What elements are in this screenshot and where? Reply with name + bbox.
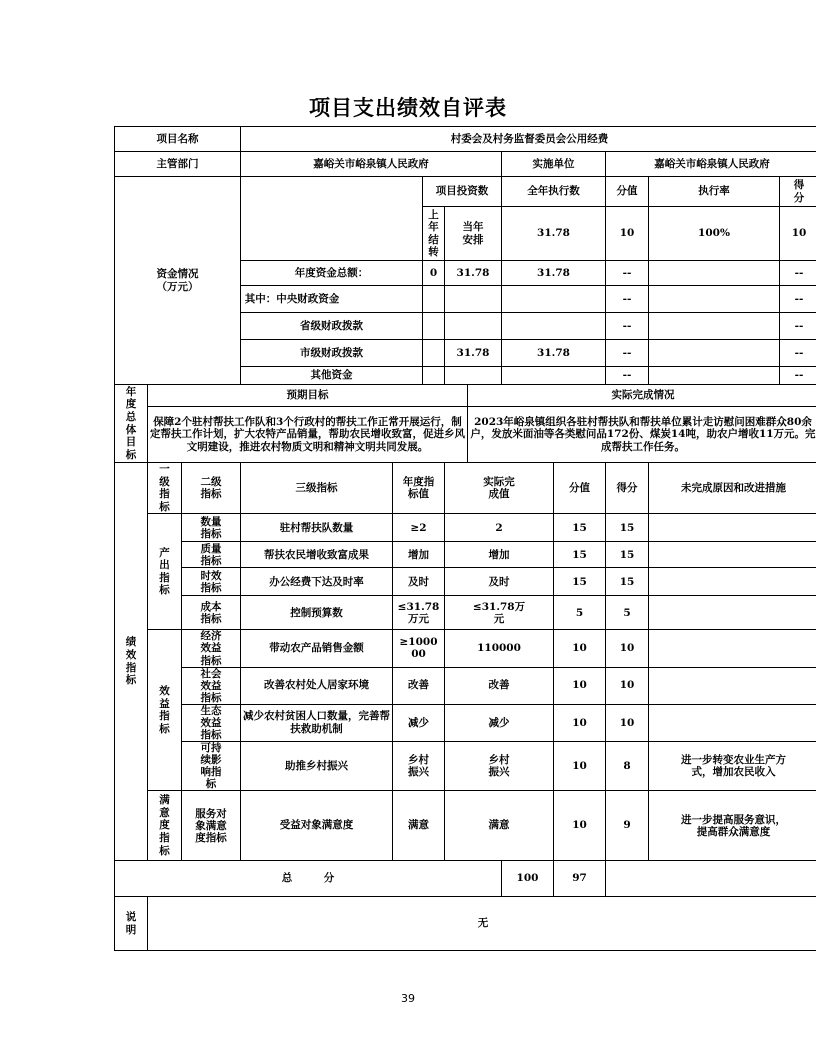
funds-row-exec [502, 286, 606, 313]
indicator-level3: 带动农产品销售金额 [241, 630, 393, 667]
actual-header: 实际完成值 [445, 463, 554, 514]
page-title: 项目支出绩效自评表 [309, 95, 507, 120]
expected-goal-header: 预期目标 [148, 385, 468, 407]
indicator-level3: 帮扶农民增收致富成果 [241, 542, 393, 568]
indicator-actual: 满意 [445, 791, 554, 861]
indicator-level3: 驻村帮扶队数量 [241, 514, 393, 542]
indicator-level3: 控制预算数 [241, 596, 393, 630]
indicator-target: ≤31.78万元 [393, 596, 445, 630]
indicator-level2: 经济效益指标 [182, 630, 241, 667]
actual-completion-header: 实际完成情况 [468, 385, 816, 407]
indicator-score-value: 5 [554, 596, 606, 630]
level3-header: 三级指标 [241, 463, 393, 514]
implementing-unit-label: 实施单位 [502, 152, 606, 177]
indicator-target: 改善 [393, 667, 445, 704]
funds-row-label: 年度资金总额： [241, 261, 423, 286]
indicator-level3: 改善农村处人居家环境 [241, 667, 393, 704]
indicator-target: 增加 [393, 542, 445, 568]
indicator-row [115, 514, 816, 542]
funds-row-score-value: -- [606, 340, 649, 367]
funds-row-score: -- [780, 313, 816, 340]
funds-row-prev [423, 367, 445, 385]
indicator-reason [649, 514, 816, 542]
funds-row-label: 其中：中央财政资金 [241, 286, 423, 313]
indicator-reason [649, 704, 816, 741]
funds-row-exec: 31.78 [502, 261, 606, 286]
indicator-score-value: 10 [554, 667, 606, 704]
indicator-reason [649, 568, 816, 596]
indicator-score: 15 [606, 568, 649, 596]
level1-header: 一级指标 [148, 463, 182, 514]
note-row [115, 897, 816, 951]
funds-row-exec [502, 367, 606, 385]
indicator-reason [649, 667, 816, 704]
indicator-score-value: 15 [554, 542, 606, 568]
target-header: 年度指标值 [393, 463, 445, 514]
level2-header: 二级指标 [182, 463, 241, 514]
indicator-score: 15 [606, 514, 649, 542]
current-year-header: 当年安排 [445, 207, 502, 261]
note-value: 无 [148, 897, 816, 951]
indicator-score: 10 [606, 667, 649, 704]
total-row [115, 861, 816, 897]
project-name-value: 村委会及村务监督委员会公用经费 [241, 127, 816, 152]
indicator-score: 8 [606, 741, 649, 790]
exec-rate-header: 执行率 [649, 177, 780, 207]
indicator-row [115, 704, 816, 741]
funds-section-label: 资金情况（万元） [115, 177, 241, 385]
indicator-actual: 改善 [445, 667, 554, 704]
indicator-reason [649, 596, 816, 630]
indicator-actual: 2 [445, 514, 554, 542]
note-label: 说明 [115, 897, 148, 951]
prev-year-header: 上年结转 [423, 207, 445, 261]
total-label: 总 分 [115, 861, 502, 897]
project-name-label: 项目名称 [115, 127, 241, 152]
expected-goal-text: 保障2个驻村帮扶工作队和3个行政村的帮扶工作正常开展运行，制定帮扶工作计划，扩大农特产品销量，帮助农民增收致富，促进乡风文明建设，推进农村物质文明和精神文明共同发展。 [148, 407, 468, 463]
funds-row-prev [423, 313, 445, 340]
goals-header-row [115, 385, 816, 407]
invest-header: 项目投资数 [423, 177, 502, 207]
indicator-header-row [115, 463, 816, 514]
funds-row-score-value: -- [606, 367, 649, 385]
indicator-reason [649, 630, 816, 667]
performance-section-label: 绩效指标 [115, 463, 148, 861]
indicator-reason: 进一步提高服务意识，提高群众满意度 [649, 791, 816, 861]
reason-header: 未完成原因和改进措施 [649, 463, 816, 514]
benefit-indicator-group: 效益指标 [148, 630, 182, 791]
indicator-score: 9 [606, 791, 649, 861]
funds-row-score-value: -- [606, 286, 649, 313]
perf-score-value-header: 分值 [554, 463, 606, 514]
department-value: 嘉峪关市峪泉镇人民政府 [241, 152, 502, 177]
indicator-actual: 增加 [445, 542, 554, 568]
funds-row-score: -- [780, 261, 816, 286]
funds-row-label: 省级财政拨款 [241, 313, 423, 340]
summary-exec-rate: 100% [649, 207, 780, 261]
funds-row-score: -- [780, 286, 816, 313]
indicator-actual: 110000 [445, 630, 554, 667]
indicator-level2: 成本指标 [182, 596, 241, 630]
indicator-level2: 时效指标 [182, 568, 241, 596]
indicator-score-value: 15 [554, 514, 606, 542]
indicator-actual: 乡村振兴 [445, 741, 554, 790]
indicator-row [115, 630, 816, 667]
indicator-target: 满意 [393, 791, 445, 861]
indicator-target: ≥2 [393, 514, 445, 542]
indicator-score-value: 10 [554, 704, 606, 741]
funds-row-label: 其他资金 [241, 367, 423, 385]
indicator-target: 减少 [393, 704, 445, 741]
indicator-row [115, 791, 816, 861]
indicator-level2: 生态效益指标 [182, 704, 241, 741]
funds-row-current [445, 313, 502, 340]
goals-section-label: 年度总体目标 [115, 385, 148, 463]
summary-exec: 31.78 [502, 207, 606, 261]
indicator-actual: 及时 [445, 568, 554, 596]
indicator-level2: 社会效益指标 [182, 667, 241, 704]
funds-row-prev: 0 [423, 261, 445, 286]
funds-header-row [115, 177, 816, 207]
indicator-level3: 受益对象满意度 [241, 791, 393, 861]
indicator-level2: 可持续影响指标 [182, 741, 241, 790]
score-value-header: 分值 [606, 177, 649, 207]
indicator-actual: ≤31.78万元 [445, 596, 554, 630]
total-score-value: 100 [502, 861, 554, 897]
funds-row-current: 31.78 [445, 261, 502, 286]
perf-score-header: 得分 [606, 463, 649, 514]
indicator-score: 10 [606, 630, 649, 667]
indicator-row [115, 542, 816, 568]
funds-row-current [445, 286, 502, 313]
indicator-target: ≥100000 [393, 630, 445, 667]
total-score: 97 [554, 861, 606, 897]
goals-content-row [115, 407, 816, 463]
indicator-score: 5 [606, 596, 649, 630]
funds-row-exec [502, 313, 606, 340]
indicator-level3: 减少农村贫困人口数量，完善帮扶救助机制 [241, 704, 393, 741]
indicator-score-value: 15 [554, 568, 606, 596]
indicator-row [115, 741, 816, 790]
exec-header: 全年执行数 [502, 177, 606, 207]
actual-completion-text: 2023年峪泉镇组织各驻村帮扶队和帮扶单位累计走访慰问困难群众80余户，发放米面油等各类慰问品172份、煤炭14吨，助农户增收11万元。完成帮扶工作任务。 [468, 407, 816, 463]
indicator-score-value: 10 [554, 630, 606, 667]
funds-row-score: -- [780, 340, 816, 367]
indicator-actual: 减少 [445, 704, 554, 741]
indicator-reason: 进一步转变农业生产方式，增加农民收入 [649, 741, 816, 790]
output-indicator-group: 产出指标 [148, 514, 182, 630]
performance-evaluation-table [114, 126, 816, 951]
score-header: 得分 [780, 177, 816, 207]
indicator-level2: 服务对象满意度指标 [182, 791, 241, 861]
indicator-target: 乡村振兴 [393, 741, 445, 790]
funds-row-current [445, 367, 502, 385]
indicator-level3: 助推乡村振兴 [241, 741, 393, 790]
indicator-target: 及时 [393, 568, 445, 596]
funds-row-label: 市级财政拨款 [241, 340, 423, 367]
implementing-unit-value: 嘉峪关市峪泉镇人民政府 [606, 152, 816, 177]
indicator-score-value: 10 [554, 791, 606, 861]
indicator-score-value: 10 [554, 741, 606, 790]
funds-row-exec: 31.78 [502, 340, 606, 367]
funds-row-score: -- [780, 367, 816, 385]
funds-row-current: 31.78 [445, 340, 502, 367]
indicator-row [115, 596, 816, 630]
department-row [115, 152, 816, 177]
indicator-row [115, 667, 816, 704]
indicator-level3: 办公经费下达及时率 [241, 568, 393, 596]
satisfaction-indicator-group: 满意度指标 [148, 791, 182, 861]
funds-row-prev [423, 340, 445, 367]
indicator-score: 10 [606, 704, 649, 741]
indicator-reason [649, 542, 816, 568]
funds-row-prev [423, 286, 445, 313]
project-name-row [115, 127, 816, 152]
indicator-row [115, 568, 816, 596]
funds-row-score-value: -- [606, 261, 649, 286]
summary-score: 10 [780, 207, 816, 261]
indicator-level2: 质量指标 [182, 542, 241, 568]
summary-score-value: 10 [606, 207, 649, 261]
page-number: 39 [401, 992, 415, 1005]
indicator-score: 15 [606, 542, 649, 568]
funds-row-score-value: -- [606, 313, 649, 340]
department-label: 主管部门 [115, 152, 241, 177]
indicator-level2: 数量指标 [182, 514, 241, 542]
